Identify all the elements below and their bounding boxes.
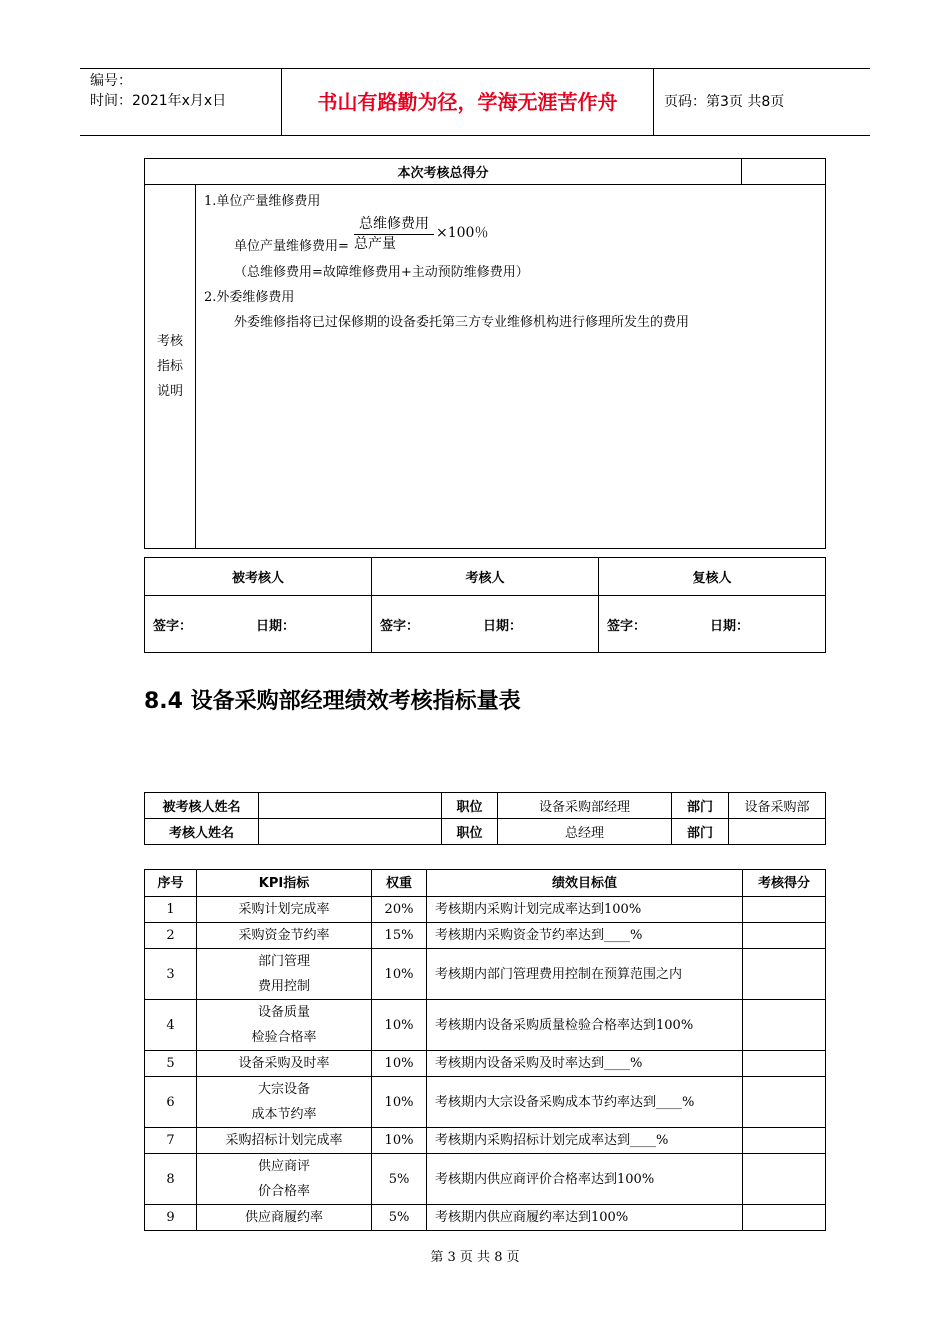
sign-label: 签字： xyxy=(380,618,420,634)
table-row xyxy=(145,1154,826,1205)
info-table xyxy=(144,792,826,845)
evaluation-explanation-table xyxy=(144,158,826,549)
kpi-no: 8 xyxy=(145,1154,197,1205)
page-footer: 第 3 页 共 8 页 xyxy=(430,1250,520,1265)
kpi-target: 考核期内供应商履约率达到100% xyxy=(427,1205,743,1231)
total-score-value[interactable] xyxy=(742,159,826,185)
kpi-no: 2 xyxy=(145,923,197,949)
table-row xyxy=(145,1205,826,1231)
examiner-name-label: 考核人姓名 xyxy=(145,819,259,845)
kpi-name-line: 供应商评 xyxy=(257,1159,310,1174)
kpi-weight: 5% xyxy=(372,1154,427,1205)
formula-numerator: 总维修费用 xyxy=(354,214,434,235)
kpi-no: 5 xyxy=(145,1051,197,1077)
code-label: 编号： xyxy=(90,73,132,89)
section-title: 8.4 设备采购部经理绩效考核指标量表 xyxy=(144,689,521,714)
examiner-name-value[interactable] xyxy=(259,819,442,845)
item2-title: 2.外委维修费用 xyxy=(204,290,295,305)
explain-label-line: 说明 xyxy=(156,384,183,399)
kpi-target: 考核期内采购招标计划完成率达到____% xyxy=(427,1128,743,1154)
kpi-score[interactable] xyxy=(743,1205,826,1231)
kpi-score[interactable] xyxy=(743,1128,826,1154)
formula-denominator: 总产量 xyxy=(354,236,396,252)
position-label: 职位 xyxy=(442,819,498,845)
kpi-no: 6 xyxy=(145,1077,197,1128)
kpi-name xyxy=(197,1000,372,1051)
kpi-header-score: 考核得分 xyxy=(743,870,826,897)
kpi-name: 供应商履约率 xyxy=(197,1205,372,1231)
kpi-weight: 15% xyxy=(372,923,427,949)
kpi-target: 考核期内部门管理费用控制在预算范围之内 xyxy=(427,949,743,1000)
kpi-target: 考核期内采购资金节约率达到____% xyxy=(427,923,743,949)
examinee-header: 被考核人 xyxy=(145,558,372,596)
table-row xyxy=(145,1077,826,1128)
kpi-name-line: 价合格率 xyxy=(257,1184,310,1199)
table-row xyxy=(145,897,826,923)
kpi-header-no: 序号 xyxy=(145,870,197,897)
table-row xyxy=(145,1000,826,1051)
kpi-target: 考核期内设备采购及时率达到____% xyxy=(427,1051,743,1077)
examiner-header: 考核人 xyxy=(372,558,599,596)
signature-table xyxy=(144,557,826,653)
department-label: 部门 xyxy=(672,819,729,845)
examinee-name-value[interactable] xyxy=(259,793,442,819)
explain-body xyxy=(196,185,826,549)
kpi-header-row xyxy=(145,870,826,897)
kpi-no: 9 xyxy=(145,1205,197,1231)
item1-note: （总维修费用=故障维修费用+主动预防维修费用） xyxy=(234,265,529,280)
header-meta xyxy=(80,69,282,135)
item2-desc: 外委维修指将已过保修期的设备委托第三方专业维修机构进行修理所发生的费用 xyxy=(234,315,690,330)
date-label: 日期： xyxy=(483,618,523,634)
item1-title: 1.单位产量维修费用 xyxy=(204,194,321,209)
kpi-name xyxy=(197,1077,372,1128)
date-label: 日期： xyxy=(256,618,296,634)
kpi-weight: 10% xyxy=(372,1000,427,1051)
explain-row xyxy=(145,185,826,549)
examinee-position: 设备采购部经理 xyxy=(498,793,672,819)
kpi-name-line: 大宗设备 xyxy=(257,1082,310,1097)
kpi-name: 设备采购及时率 xyxy=(197,1051,372,1077)
examiner-row xyxy=(145,819,826,845)
kpi-target: 考核期内大宗设备采购成本节约率达到____% xyxy=(427,1077,743,1128)
kpi-weight: 5% xyxy=(372,1205,427,1231)
total-score-row xyxy=(145,159,826,185)
kpi-table xyxy=(144,869,826,1231)
kpi-name-line: 检验合格率 xyxy=(251,1030,317,1045)
reviewer-header: 复核人 xyxy=(599,558,826,596)
kpi-score[interactable] xyxy=(743,1051,826,1077)
formula-fraction xyxy=(354,214,434,253)
examinee-name-label: 被考核人姓名 xyxy=(145,793,259,819)
kpi-score[interactable] xyxy=(743,897,826,923)
explain-label-line: 考核 xyxy=(156,334,183,349)
signature-header-row xyxy=(145,558,826,596)
examinee-sign-cell[interactable] xyxy=(145,596,372,653)
explain-label-line: 指标 xyxy=(156,359,183,374)
kpi-no: 1 xyxy=(145,897,197,923)
kpi-score[interactable] xyxy=(743,1154,826,1205)
sign-label: 签字： xyxy=(153,618,193,634)
kpi-name-line: 成本节约率 xyxy=(251,1107,317,1122)
kpi-score[interactable] xyxy=(743,923,826,949)
formula-times: ×100％ xyxy=(436,225,489,241)
kpi-score[interactable] xyxy=(743,1000,826,1051)
kpi-weight: 10% xyxy=(372,1077,427,1128)
kpi-name: 采购招标计划完成率 xyxy=(197,1128,372,1154)
page-header xyxy=(80,68,870,136)
kpi-name xyxy=(197,949,372,1000)
reviewer-sign-cell[interactable] xyxy=(599,596,826,653)
formula-lhs: 单位产量维修费用= xyxy=(234,239,349,254)
kpi-no: 3 xyxy=(145,949,197,1000)
kpi-header-target: 绩效目标值 xyxy=(427,870,743,897)
signature-row xyxy=(145,596,826,653)
kpi-score[interactable] xyxy=(743,949,826,1000)
kpi-weight: 10% xyxy=(372,1051,427,1077)
sign-label: 签字： xyxy=(607,618,647,634)
kpi-no: 4 xyxy=(145,1000,197,1051)
table-row xyxy=(145,949,826,1000)
examiner-sign-cell[interactable] xyxy=(372,596,599,653)
kpi-name: 采购计划完成率 xyxy=(197,897,372,923)
examinee-department: 设备采购部 xyxy=(729,793,826,819)
position-label: 职位 xyxy=(442,793,498,819)
header-slogan: 书山有路勤为径，学海无涯苦作舟 xyxy=(282,69,654,135)
kpi-header-name: KPI指标 xyxy=(197,870,372,897)
date-label: 日期： xyxy=(710,618,750,634)
header-page-info: 页码：第3页 共8页 xyxy=(664,94,785,110)
kpi-name xyxy=(197,1154,372,1205)
kpi-header-weight: 权重 xyxy=(372,870,427,897)
kpi-name-line: 费用控制 xyxy=(257,979,310,994)
kpi-weight: 10% xyxy=(372,949,427,1000)
kpi-name-line: 设备质量 xyxy=(257,1005,310,1020)
examiner-position: 总经理 xyxy=(498,819,672,845)
kpi-name: 采购资金节约率 xyxy=(197,923,372,949)
kpi-score[interactable] xyxy=(743,1077,826,1128)
department-label: 部门 xyxy=(672,793,729,819)
explain-label xyxy=(145,185,196,549)
kpi-target: 考核期内设备采购质量检验合格率达到100% xyxy=(427,1000,743,1051)
kpi-no: 7 xyxy=(145,1128,197,1154)
examinee-row xyxy=(145,793,826,819)
kpi-name-line: 部门管理 xyxy=(257,954,310,969)
table-row xyxy=(145,923,826,949)
table-row xyxy=(145,1051,826,1077)
kpi-target: 考核期内供应商评价合格率达到100% xyxy=(427,1154,743,1205)
kpi-weight: 20% xyxy=(372,897,427,923)
examiner-department-value[interactable] xyxy=(729,819,826,845)
formula xyxy=(204,214,817,260)
kpi-weight: 10% xyxy=(372,1128,427,1154)
total-score-label: 本次考核总得分 xyxy=(145,159,742,185)
table-row xyxy=(145,1128,826,1154)
time-label: 时间：2021年x月x日 xyxy=(90,93,227,109)
kpi-target: 考核期内采购计划完成率达到100% xyxy=(427,897,743,923)
